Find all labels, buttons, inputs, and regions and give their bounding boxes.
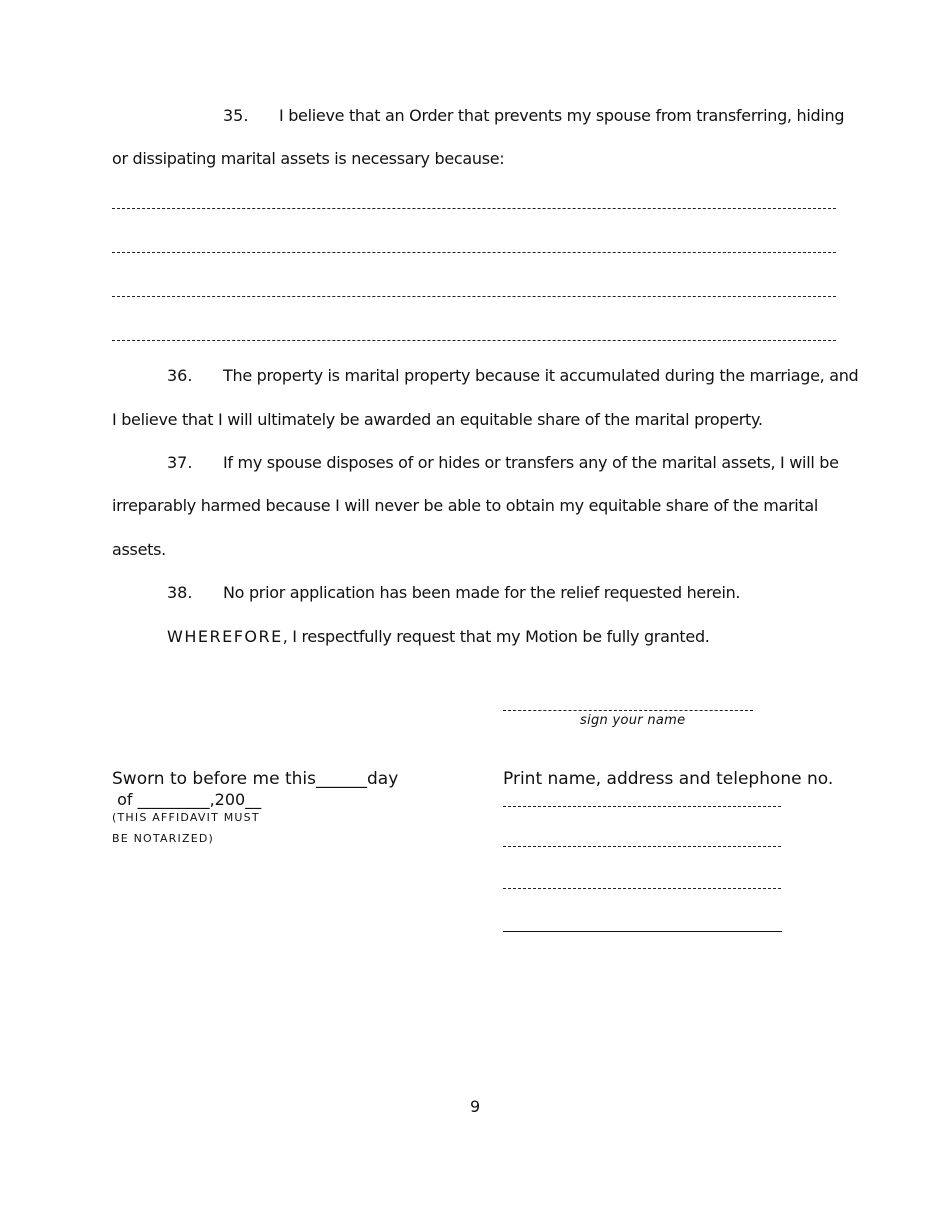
jurat-date-line: of _________,200__ [112,790,262,809]
page-number: 9 [470,1097,481,1116]
answer-blank-line-1[interactable] [112,208,836,209]
paragraph-35-line-2: or dissipating marital assets is necessary because: [112,149,505,168]
signature-caption: sign your name [580,713,686,728]
wherefore-text: , I respectfully request that my Motion be fully granted. [282,627,710,646]
paragraph-36-line-2: I believe that I will ultimately be awarded an equitable share of the marital property. [112,410,763,429]
wherefore-clause [167,627,710,647]
wherefore-keyword: WHEREFORE [167,627,283,646]
print-name-line[interactable] [503,806,781,807]
answer-blank-line-3[interactable] [112,296,836,297]
paragraph-36-line-1: The property is marital property because it accumulated during the marriage, and [223,366,859,385]
paragraph-38-line-1: No prior application has been made for the relief requested herein. [223,583,741,602]
jurat-sworn-line: Sworn to before me this______day [112,769,399,789]
notary-note-line-1: (THIS AFFIDAVIT MUST [112,811,260,824]
paragraph-36-number: 36. [167,366,193,385]
paragraph-37-line-2: irreparably harmed because I will never be able to obtain my equitable share of the marital [112,496,819,515]
telephone-line[interactable] [503,931,782,932]
answer-blank-line-4[interactable] [112,340,836,341]
address-line-2[interactable] [503,888,781,889]
paragraph-35-number: 35. [223,106,249,125]
address-line-1[interactable] [503,846,781,847]
paragraph-37-line-3: assets. [112,540,166,559]
signature-line[interactable] [503,710,753,711]
notary-note-line-2: BE NOTARIZED) [112,832,215,845]
paragraph-37-line-1: If my spouse disposes of or hides or transfers any of the marital assets, I will be [223,453,839,472]
paragraph-37-number: 37. [167,453,193,472]
paragraph-35-line-1: I believe that an Order that prevents my spouse from transferring, hiding [279,106,845,125]
print-name-label: Print name, address and telephone no. [503,769,834,789]
answer-blank-line-2[interactable] [112,252,836,253]
paragraph-38-number: 38. [167,583,193,602]
